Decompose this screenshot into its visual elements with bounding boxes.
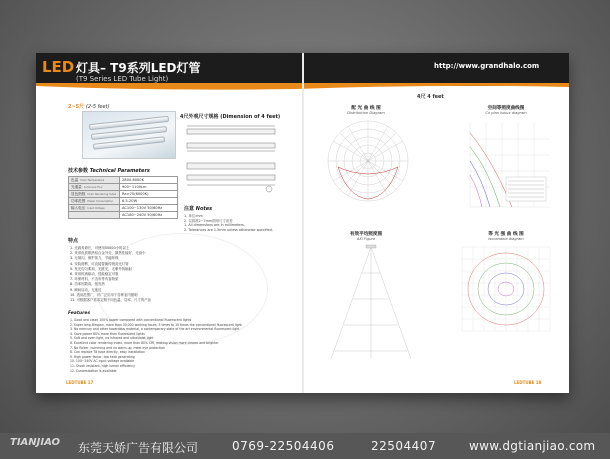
feature-en-item: 10. 100~240V AC input voltage available [70, 359, 135, 364]
spec-key: 光通量 Luminous Flux [69, 184, 120, 191]
product-photo [82, 111, 176, 159]
feature-en-item: 6. Excellent color rendering index, more than 80% CRI, making vision more clearer and brighter [70, 341, 219, 345]
feature-cn-item: 10. 适用范围广，可广泛应用于各种室内照明 [70, 292, 138, 297]
feature-en-item: 2. Super long lifespan, more than 30,000 working hours, 5 times to 10 times the conventional fluorescent light [70, 322, 242, 327]
right-page-number: LEDTUBE 18 [514, 380, 542, 385]
isocandela-title: 等 光 强 曲 线 图 [488, 232, 524, 237]
spec-key: 显色指数 Color Rendering Index [69, 191, 120, 198]
brochure-spread [36, 53, 569, 393]
page-gutter [302, 53, 304, 393]
features-cn-title: 特点 [68, 238, 79, 244]
axi-cone-figure [326, 243, 416, 363]
feature-en-item: 7. No flicker, humming and no warm-up, meet eye protection [70, 345, 165, 350]
spec-key [69, 212, 120, 219]
feature-en-item: 5. Soft and even light, no infrared and ultraviolet light [70, 336, 154, 341]
page-subtitle: (T9 Series LED Tube Light) [76, 75, 169, 83]
spec-value: 900~1100Lm [120, 184, 178, 191]
feature-cn-item: 1. 光源寿命长，可使用50000小时以上 [70, 246, 130, 250]
feature-en-item: 3. No mercury and other hazardous material, a contemporary state of the art environmental fluorescent light [70, 327, 240, 332]
footer-company: 东莞天娇广告有限公司 [78, 441, 199, 455]
footer-website[interactable]: www.dgtianjiao.com [469, 439, 596, 453]
isolux-title-en: Co plan isolux diagram [485, 111, 527, 115]
note-line: 1. All dimensions are in millimeters. [184, 223, 245, 227]
axi-title-en: AXl Figure [356, 237, 376, 241]
feature-cn-item: 4. 安装便利，可直接替换传统荧光灯管 [70, 261, 129, 266]
website-url[interactable]: http://www.grandhalo.com [434, 62, 540, 70]
footer-logo: TIANJIAO [10, 437, 61, 448]
footer-phone: 0769-22504406 [232, 439, 335, 453]
distribution-title: 配 光 曲 线 图 [351, 106, 381, 111]
isocandela-title-en: Isocandela diagram [488, 237, 524, 241]
notes-title: 注意 Notes [184, 206, 213, 212]
feature-en-item: 1. Good and clean 100% power compared with conventional fluorescent lights [70, 318, 192, 322]
spec-row [69, 177, 178, 184]
spec-key: 功率范围 Power Consumption [69, 198, 120, 205]
feature-cn-item: 7. 环保材料，不含汞等有害物质 [70, 277, 119, 282]
spec-row [69, 184, 178, 191]
spec-row [69, 191, 178, 198]
spec-value: AC100~130V 50/60Hz [120, 205, 178, 212]
isolux-chart [462, 119, 552, 211]
feature-en-item: 8. Can replace T8 tube directly, easy installation [70, 350, 146, 355]
note-line: 1. 单位:mm [184, 214, 203, 218]
polar-distribution-chart [326, 119, 410, 203]
feature-en-item: 4. Save power 60% more than fluorescent lights [70, 331, 145, 336]
feature-en-item: 12. Customization is available [70, 368, 117, 373]
spec-row [69, 212, 178, 219]
section-tag: 2~5尺 (2-5 feet) [68, 104, 110, 110]
spec-value: Ra>70(6000K) [120, 191, 178, 198]
spec-key: 输入电压 Input Voltage [69, 205, 120, 212]
page-title: 灯具– T9系列LED灯管 [76, 61, 201, 75]
feature-cn-item: 5. 发光均匀柔和，无眩光，无紫外线辐射 [70, 266, 132, 271]
spec-value: AC180~240V 50/60Hz [120, 212, 178, 219]
footer-phone: 22504407 [371, 439, 437, 453]
spec-value: 6.5-20W [120, 198, 178, 205]
feature-cn-item: 9. 瞬间启动，无延迟 [70, 287, 102, 292]
note-line: 2. 以基准2~7mm圆形尺寸误差 [184, 219, 233, 223]
note-line: 2. Tolerances are 1.5mm unless otherwise specified. [184, 228, 273, 232]
spec-row [69, 205, 178, 212]
distribution-title-en: Distribution Diagram [347, 111, 385, 115]
axi-title: 有效平均照度图 [349, 232, 383, 237]
isocandela-chart [458, 243, 554, 343]
isolux-title: 空间等照度曲线图 [487, 106, 525, 111]
feature-cn-item: 8. 功率因数高，低发热 [70, 282, 105, 287]
feature-cn-item: 6. 采用恒流驱动，性能稳定可靠 [70, 272, 119, 276]
feature-cn-item: 11. 可根据客户需求定制不同色温、功率、尺寸的产品 [70, 298, 152, 302]
spec-row [69, 198, 178, 205]
dimension-drawing [181, 123, 281, 203]
led-logo: LED [42, 58, 75, 76]
feature-en-item: 11. Shock resistant, high lumen efficiency [70, 364, 135, 368]
dimension-title: 4尺外观尺寸规格 (Dimension of 4 feet) [180, 114, 281, 120]
feature-cn-item: 3. 无频闪，保护视力，节能环保 [70, 256, 119, 261]
right-page-heading: 4尺 4 feet [417, 94, 444, 100]
features-en-title: Features [68, 311, 91, 316]
spec-key: 色温 Color Temperature [69, 177, 120, 184]
left-page-number: LEDTUBE 17 [66, 380, 94, 385]
spec-table [68, 176, 178, 219]
feature-en-item: 9. High power factor, low heat generating [70, 354, 135, 359]
feature-cn-item: 2. 采用优质散热铝合金外壳，散热性能好，光衰小 [70, 251, 146, 256]
spec-title: 技术参数 Technical Parameters [68, 168, 150, 174]
spec-value: 2800-6000K [120, 177, 178, 184]
